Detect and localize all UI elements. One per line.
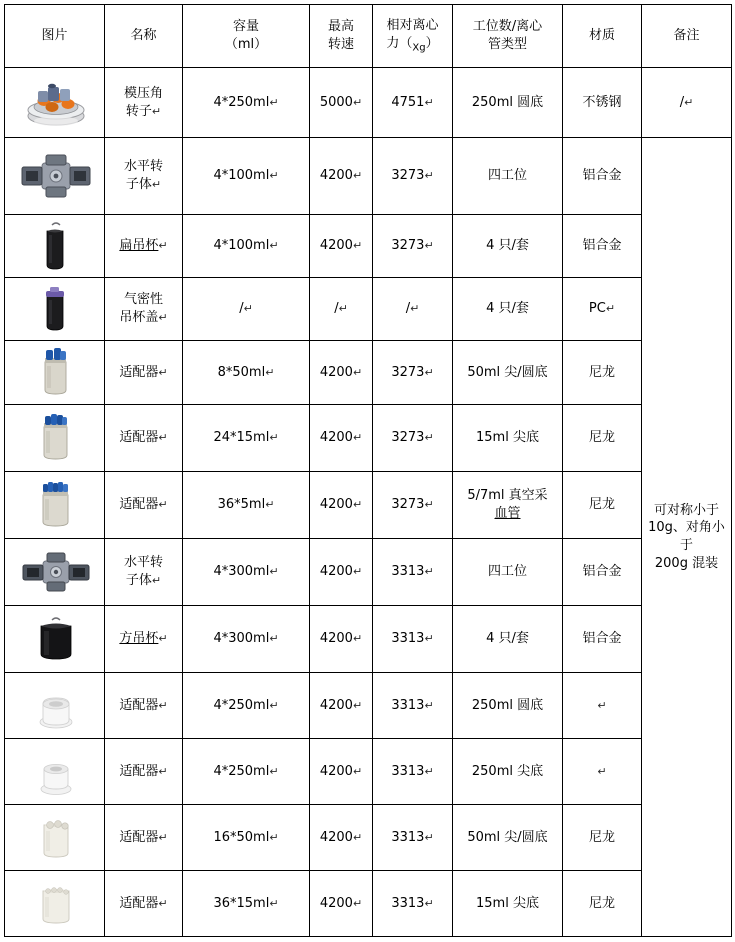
table-header-row (5, 5, 732, 68)
rcf-unit-sub: Xg (412, 42, 426, 54)
sealed-bucket-lid-icon (8, 280, 104, 338)
header-image: 图片 (5, 5, 105, 68)
cell-tube: 四工位 (453, 539, 563, 606)
paragraph-mark: ↵ (269, 239, 279, 253)
cell-speed: /↵ (310, 278, 373, 341)
cell-name: 水平转 子体↵ (105, 539, 183, 606)
cell-speed: 4200↵ (310, 405, 373, 472)
paragraph-mark: ↵ (424, 239, 434, 253)
table-row (5, 138, 732, 215)
cell-tube: 250ml 尖底 (453, 739, 563, 805)
paragraph-mark: ↵ (352, 498, 363, 512)
paragraph-mark: ↵ (158, 431, 168, 445)
paragraph-mark: ↵ (352, 95, 363, 109)
table-row (5, 739, 732, 805)
header-remark: 备注 (642, 5, 732, 68)
cell-tube: 250ml 圆底 (453, 673, 563, 739)
paragraph-mark: ↵ (352, 764, 363, 778)
cell-speed: 5000↵ (310, 68, 373, 138)
cell-name: 适配器↵ (105, 871, 183, 937)
cell-tube: 4 只/套 (453, 215, 563, 278)
cell-rcf: 3313↵ (373, 805, 453, 871)
cell-name: 适配器↵ (105, 739, 183, 805)
header-rcf: 相对离心 力$(_{Xg})$ (373, 5, 453, 68)
paragraph-mark: ↵ (158, 764, 168, 778)
cell-name: 气密性 吊杯盖↵ (105, 278, 183, 341)
cell-name: 扁吊杯↵ (105, 215, 183, 278)
paragraph-mark: ↵ (269, 431, 279, 445)
cell-tube: 4 只/套 (453, 278, 563, 341)
cell-remark: /↵ (642, 68, 732, 138)
paragraph-mark: ↵ (597, 698, 607, 712)
paragraph-mark: ↵ (424, 764, 434, 778)
paragraph-mark: ↵ (424, 632, 434, 646)
cell-name: 适配器↵ (105, 405, 183, 472)
table-row (5, 673, 732, 739)
cell-tube: 50ml 尖/圆底 (453, 341, 563, 405)
paragraph-mark: ↵ (151, 104, 162, 118)
cell-rcf: 3313↵ (373, 539, 453, 606)
cell-material: 铝合金 (563, 138, 642, 215)
paragraph-mark: ↵ (269, 764, 279, 778)
cell-name: 适配器↵ (105, 805, 183, 871)
paragraph-mark: ↵ (158, 896, 168, 910)
paragraph-mark: ↵ (424, 95, 434, 109)
cell-material: 尼龙 (563, 405, 642, 472)
adapter-illustration (8, 344, 104, 402)
adapter-16x50ml-square-icon (8, 809, 104, 867)
cell-capacity: 16*50ml↵ (183, 805, 310, 871)
swing-rotor-body-grey-icon (8, 147, 104, 205)
paragraph-mark: ↵ (424, 830, 434, 844)
paragraph-mark: ↵ (158, 239, 168, 253)
paragraph-mark: ↵ (352, 431, 363, 445)
table-row (5, 539, 732, 606)
cell-name: 适配器↵ (105, 341, 183, 405)
cell-image (5, 278, 105, 341)
cell-rcf: 3273↵ (373, 405, 453, 472)
paragraph-mark: ↵ (352, 896, 363, 910)
cell-image (5, 68, 105, 138)
document-page (0, 4, 735, 942)
paragraph-mark: ↵ (269, 632, 279, 646)
cell-material: 不锈钢 (563, 68, 642, 138)
cell-capacity: 4*300ml↵ (183, 539, 310, 606)
paragraph-mark: ↵ (424, 565, 434, 579)
paragraph-mark: ↵ (684, 95, 694, 109)
rotor-illustration (8, 147, 104, 205)
table-row (5, 871, 732, 937)
paragraph-mark: ↵ (352, 632, 363, 646)
paragraph-mark: ↵ (352, 169, 363, 183)
paragraph-mark: ↵ (424, 498, 434, 512)
cell-tube: 50ml 尖/圆底 (453, 805, 563, 871)
adapter-illustration (8, 409, 104, 467)
paragraph-mark: ↵ (158, 632, 168, 646)
paragraph-mark: ↵ (424, 365, 434, 379)
paragraph-mark: ↵ (352, 698, 363, 712)
rotor-spec-table (4, 4, 732, 937)
cell-image (5, 871, 105, 937)
adapter-illustration (8, 476, 104, 534)
adapter-illustration (8, 677, 104, 735)
adapter-24x15ml-icon (8, 409, 104, 467)
swing-rotor-body-300-icon (8, 543, 104, 601)
table-row (5, 215, 732, 278)
cell-capacity: 36*15ml↵ (183, 871, 310, 937)
angle-rotor-with-orange-tubes-icon (8, 74, 104, 132)
cell-rcf: 3273↵ (373, 341, 453, 405)
cell-rcf: 3273↵ (373, 138, 453, 215)
cell-capacity: 24*15ml↵ (183, 405, 310, 472)
adapter-illustration (8, 875, 104, 933)
rotor-illustration (8, 543, 104, 601)
cell-material: 铝合金 (563, 539, 642, 606)
cell-speed: 4200↵ (310, 739, 373, 805)
header-name: 名称 (105, 5, 183, 68)
paragraph-mark: ↵ (338, 302, 348, 316)
cell-image (5, 138, 105, 215)
paragraph-mark: ↵ (158, 311, 168, 324)
adapter-36x15ml-square-icon (8, 875, 104, 933)
paragraph-mark: ↵ (597, 764, 607, 778)
adapter-illustration (8, 743, 104, 801)
cell-capacity: 4*250ml↵ (183, 739, 310, 805)
cell-material: 尼龙 (563, 871, 642, 937)
cell-name: 适配器↵ (105, 673, 183, 739)
cell-rcf: 3273↵ (373, 215, 453, 278)
cell-tube: 4 只/套 (453, 606, 563, 673)
cell-name: 方吊杯↵ (105, 606, 183, 673)
header-speed: 最高 转速 (310, 5, 373, 68)
cell-tube: 15ml 尖底 (453, 871, 563, 937)
paragraph-mark: ↵ (158, 498, 168, 512)
cell-image (5, 539, 105, 606)
paragraph-mark: ↵ (243, 302, 253, 316)
cell-tube: 四工位 (453, 138, 563, 215)
cell-speed: 4200↵ (310, 606, 373, 673)
cell-tube: 5/7ml 真空采 血管 (453, 472, 563, 539)
cell-name: 适配器↵ (105, 472, 183, 539)
adapter-round-white-250-icon (8, 677, 104, 735)
cell-speed: 4200↵ (310, 341, 373, 405)
cell-capacity: 4*100ml↵ (183, 215, 310, 278)
header-material: 材质 (563, 5, 642, 68)
cell-remark-merged: 可对称小于 10g、对角小于 200g 混装 (642, 138, 732, 937)
paragraph-mark: ↵ (265, 498, 275, 512)
flat-bucket-black-icon (8, 217, 104, 275)
cell-tube: 250ml 圆底 (453, 68, 563, 138)
cell-tube: 15ml 尖底 (453, 405, 563, 472)
table-row (5, 472, 732, 539)
cell-material (563, 673, 642, 739)
cell-material: 尼龙 (563, 341, 642, 405)
cell-rcf: 3313↵ (373, 871, 453, 937)
cell-capacity: 4*250ml↵ (183, 68, 310, 138)
table-row (5, 278, 732, 341)
cell-rcf: 3313↵ (373, 606, 453, 673)
cell-image (5, 606, 105, 673)
cell-capacity: /↵ (183, 278, 310, 341)
paragraph-mark: ↵ (410, 302, 420, 316)
rotor-illustration (8, 74, 104, 132)
cell-image (5, 739, 105, 805)
paragraph-mark: ↵ (269, 565, 279, 579)
table-row (5, 68, 732, 138)
cell-image (5, 215, 105, 278)
cell-rcf: 4751↵ (373, 68, 453, 138)
cell-rcf: /↵ (373, 278, 453, 341)
paragraph-mark: ↵ (269, 698, 279, 712)
bucket-illustration (8, 217, 104, 275)
paragraph-mark: ↵ (424, 698, 434, 712)
paragraph-mark: ↵ (269, 830, 279, 844)
paragraph-mark: ↵ (158, 698, 168, 712)
paragraph-mark: ↵ (424, 431, 434, 445)
cell-rcf: 3313↵ (373, 673, 453, 739)
cell-image (5, 673, 105, 739)
table-row (5, 805, 732, 871)
paragraph-mark: ↵ (352, 365, 363, 379)
cell-speed: 4200↵ (310, 472, 373, 539)
cell-capacity: 36*5ml↵ (183, 472, 310, 539)
table-row (5, 606, 732, 673)
paragraph-mark: ↵ (265, 365, 275, 379)
cell-speed: 4200↵ (310, 871, 373, 937)
cell-capacity: 4*300ml↵ (183, 606, 310, 673)
paragraph-mark: ↵ (269, 169, 279, 183)
adapter-cone-white-250-icon (8, 743, 104, 801)
cell-speed: 4200↵ (310, 673, 373, 739)
paragraph-mark: ↵ (151, 178, 162, 191)
table-row (5, 341, 732, 405)
bucket-illustration (8, 610, 104, 668)
cell-name: 水平转 子体↵ (105, 138, 183, 215)
adapter-36x5ml-icon (8, 476, 104, 534)
paragraph-mark: ↵ (352, 830, 363, 844)
paragraph-mark: ↵ (605, 302, 616, 316)
adapter-illustration (8, 809, 104, 867)
bucket-lid-illustration (8, 280, 104, 338)
cell-speed: 4200↵ (310, 215, 373, 278)
paragraph-mark: ↵ (158, 365, 168, 379)
cell-speed: 4200↵ (310, 805, 373, 871)
paragraph-mark: ↵ (424, 896, 434, 910)
header-tube: 工位数/离心 管类型 (453, 5, 563, 68)
cell-material: PC↵ (563, 278, 642, 341)
square-bucket-black-icon (8, 610, 104, 668)
cell-speed: 4200↵ (310, 138, 373, 215)
paragraph-mark: ↵ (269, 896, 279, 910)
cell-material (563, 739, 642, 805)
cell-speed: 4200↵ (310, 539, 373, 606)
table-body (5, 68, 732, 937)
cell-rcf: 3313↵ (373, 739, 453, 805)
cell-image (5, 341, 105, 405)
paragraph-mark: ↵ (158, 830, 168, 844)
cell-material: 尼龙 (563, 805, 642, 871)
cell-image (5, 805, 105, 871)
cell-rcf: 3273↵ (373, 472, 453, 539)
cell-image (5, 405, 105, 472)
cell-image (5, 472, 105, 539)
paragraph-mark: ↵ (352, 239, 363, 253)
table-row (5, 405, 732, 472)
paragraph-mark: ↵ (269, 95, 279, 109)
cell-capacity: 4*250ml↵ (183, 673, 310, 739)
cell-capacity: 8*50ml↵ (183, 341, 310, 405)
paragraph-mark: ↵ (151, 574, 162, 587)
cell-material: 铝合金 (563, 606, 642, 673)
header-capacity: 容量 （ml） (183, 5, 310, 68)
paragraph-mark: ↵ (352, 565, 363, 579)
cell-material: 尼龙 (563, 472, 642, 539)
cell-capacity: 4*100ml↵ (183, 138, 310, 215)
cell-name: 模压角 转子↵ (105, 68, 183, 138)
paragraph-mark: ↵ (424, 169, 434, 183)
cell-material: 铝合金 (563, 215, 642, 278)
adapter-8x50ml-icon (8, 344, 104, 402)
